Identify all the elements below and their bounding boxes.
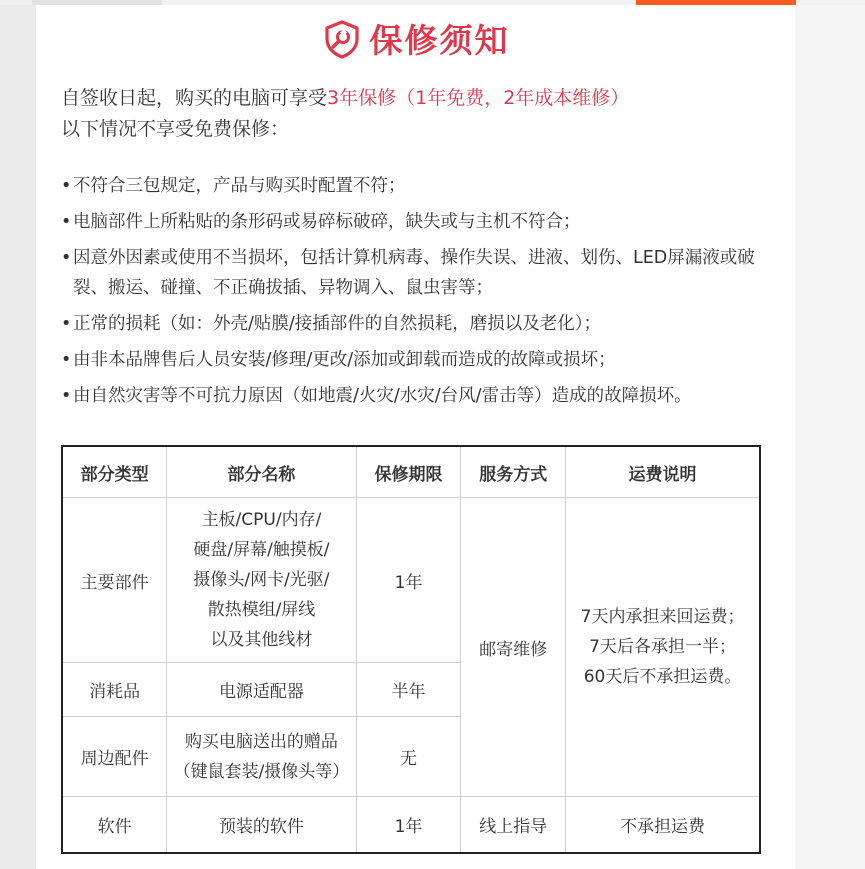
warranty-period-cell: 1年 <box>356 498 461 663</box>
part-type-cell: 主要部件 <box>62 498 167 663</box>
header-cell: 服务方式 <box>461 446 566 498</box>
intro-prefix: 自签收日起，购买的电脑可享受 <box>61 87 328 109</box>
shipping-line: 7天后各承担一半； <box>589 637 736 657</box>
part-type-cell: 消耗品 <box>62 663 167 717</box>
warranty-period-cell: 半年 <box>356 663 461 717</box>
part-name-line: 散热模组/屏线 <box>207 600 316 620</box>
warranty-highlight: 3年保修（1年免费，2年成本维修） <box>327 87 630 109</box>
header-cell: 部分名称 <box>167 446 357 498</box>
title-area <box>36 15 795 65</box>
part-name-cell: 预装的软件 <box>167 797 357 853</box>
warranty-table <box>61 445 761 854</box>
table-row <box>62 797 760 853</box>
warranty-period-cell: 无 <box>356 717 461 797</box>
list-item: • 由非本品牌售后人员安装/修理/更改/添加或卸载而造成的故障或损坏； <box>61 345 781 375</box>
service-method-cell: 线上指导 <box>461 797 566 853</box>
header-cell: 运费说明 <box>566 446 760 498</box>
intro-text <box>61 83 629 145</box>
list-item: • 由自然灾害等不可抗力原因（如地震/火灾/水灾/台风/雷击等）造成的故障损坏。 <box>61 381 781 411</box>
header-cell: 部分类型 <box>62 446 167 498</box>
table-header-row <box>62 446 760 498</box>
list-item: • 不符合三包规定，产品与购买时配置不符； <box>61 171 781 201</box>
intro-line-1 <box>61 83 629 114</box>
shipping-note-cell: 不承担运费 <box>566 797 760 853</box>
part-name-cell <box>167 498 357 663</box>
part-name-line: （键鼠套装/摄像头等） <box>173 761 350 782</box>
part-name-line: 购买电脑送出的赠品 <box>184 731 338 752</box>
service-method-cell: 邮寄维修 <box>461 498 566 797</box>
list-item: • 正常的损耗（如：外壳/贴膜/接插部件的自然损耗，磨损以及老化）； <box>61 309 781 339</box>
list-item: • 电脑部件上所粘贴的条形码或易碎标破碎，缺失或与主机不符合； <box>61 207 781 237</box>
right-gutter <box>795 5 865 869</box>
list-item: • 因意外因素或使用不当损坏，包括计算机病毒、操作失误、进液、划伤、LED屏漏液或破裂、搬运、碰撞、不正确拔插、异物调入、鼠虫害等； <box>61 243 781 303</box>
exclusion-list <box>61 171 781 417</box>
part-name-line: 以及其他线材 <box>210 630 313 650</box>
shipping-line: 60天后不承担运费。 <box>583 667 742 687</box>
shipping-line: 7天内承担来回运费； <box>580 607 745 627</box>
header-cell: 保修期限 <box>356 446 461 498</box>
part-name-cell: 电源适配器 <box>167 663 357 717</box>
part-name-cell <box>167 717 357 797</box>
part-type-cell: 周边配件 <box>62 717 167 797</box>
warranty-period-cell: 1年 <box>356 797 461 853</box>
part-name-line: 硬盘/屏幕/触摸板/ <box>193 540 330 560</box>
intro-line-2: 以下情况不享受免费保修： <box>61 118 290 140</box>
part-name-line: 摄像头/网卡/光驱/ <box>193 570 330 590</box>
part-type-cell: 软件 <box>62 797 167 853</box>
shipping-note-cell <box>566 498 760 797</box>
page-title: 保修须知 <box>369 21 510 60</box>
shield-wrench-icon <box>322 19 362 59</box>
part-name-line: 主板/CPU/内存/ <box>201 510 322 530</box>
warranty-notice-page <box>36 5 795 869</box>
table-row <box>62 498 760 663</box>
